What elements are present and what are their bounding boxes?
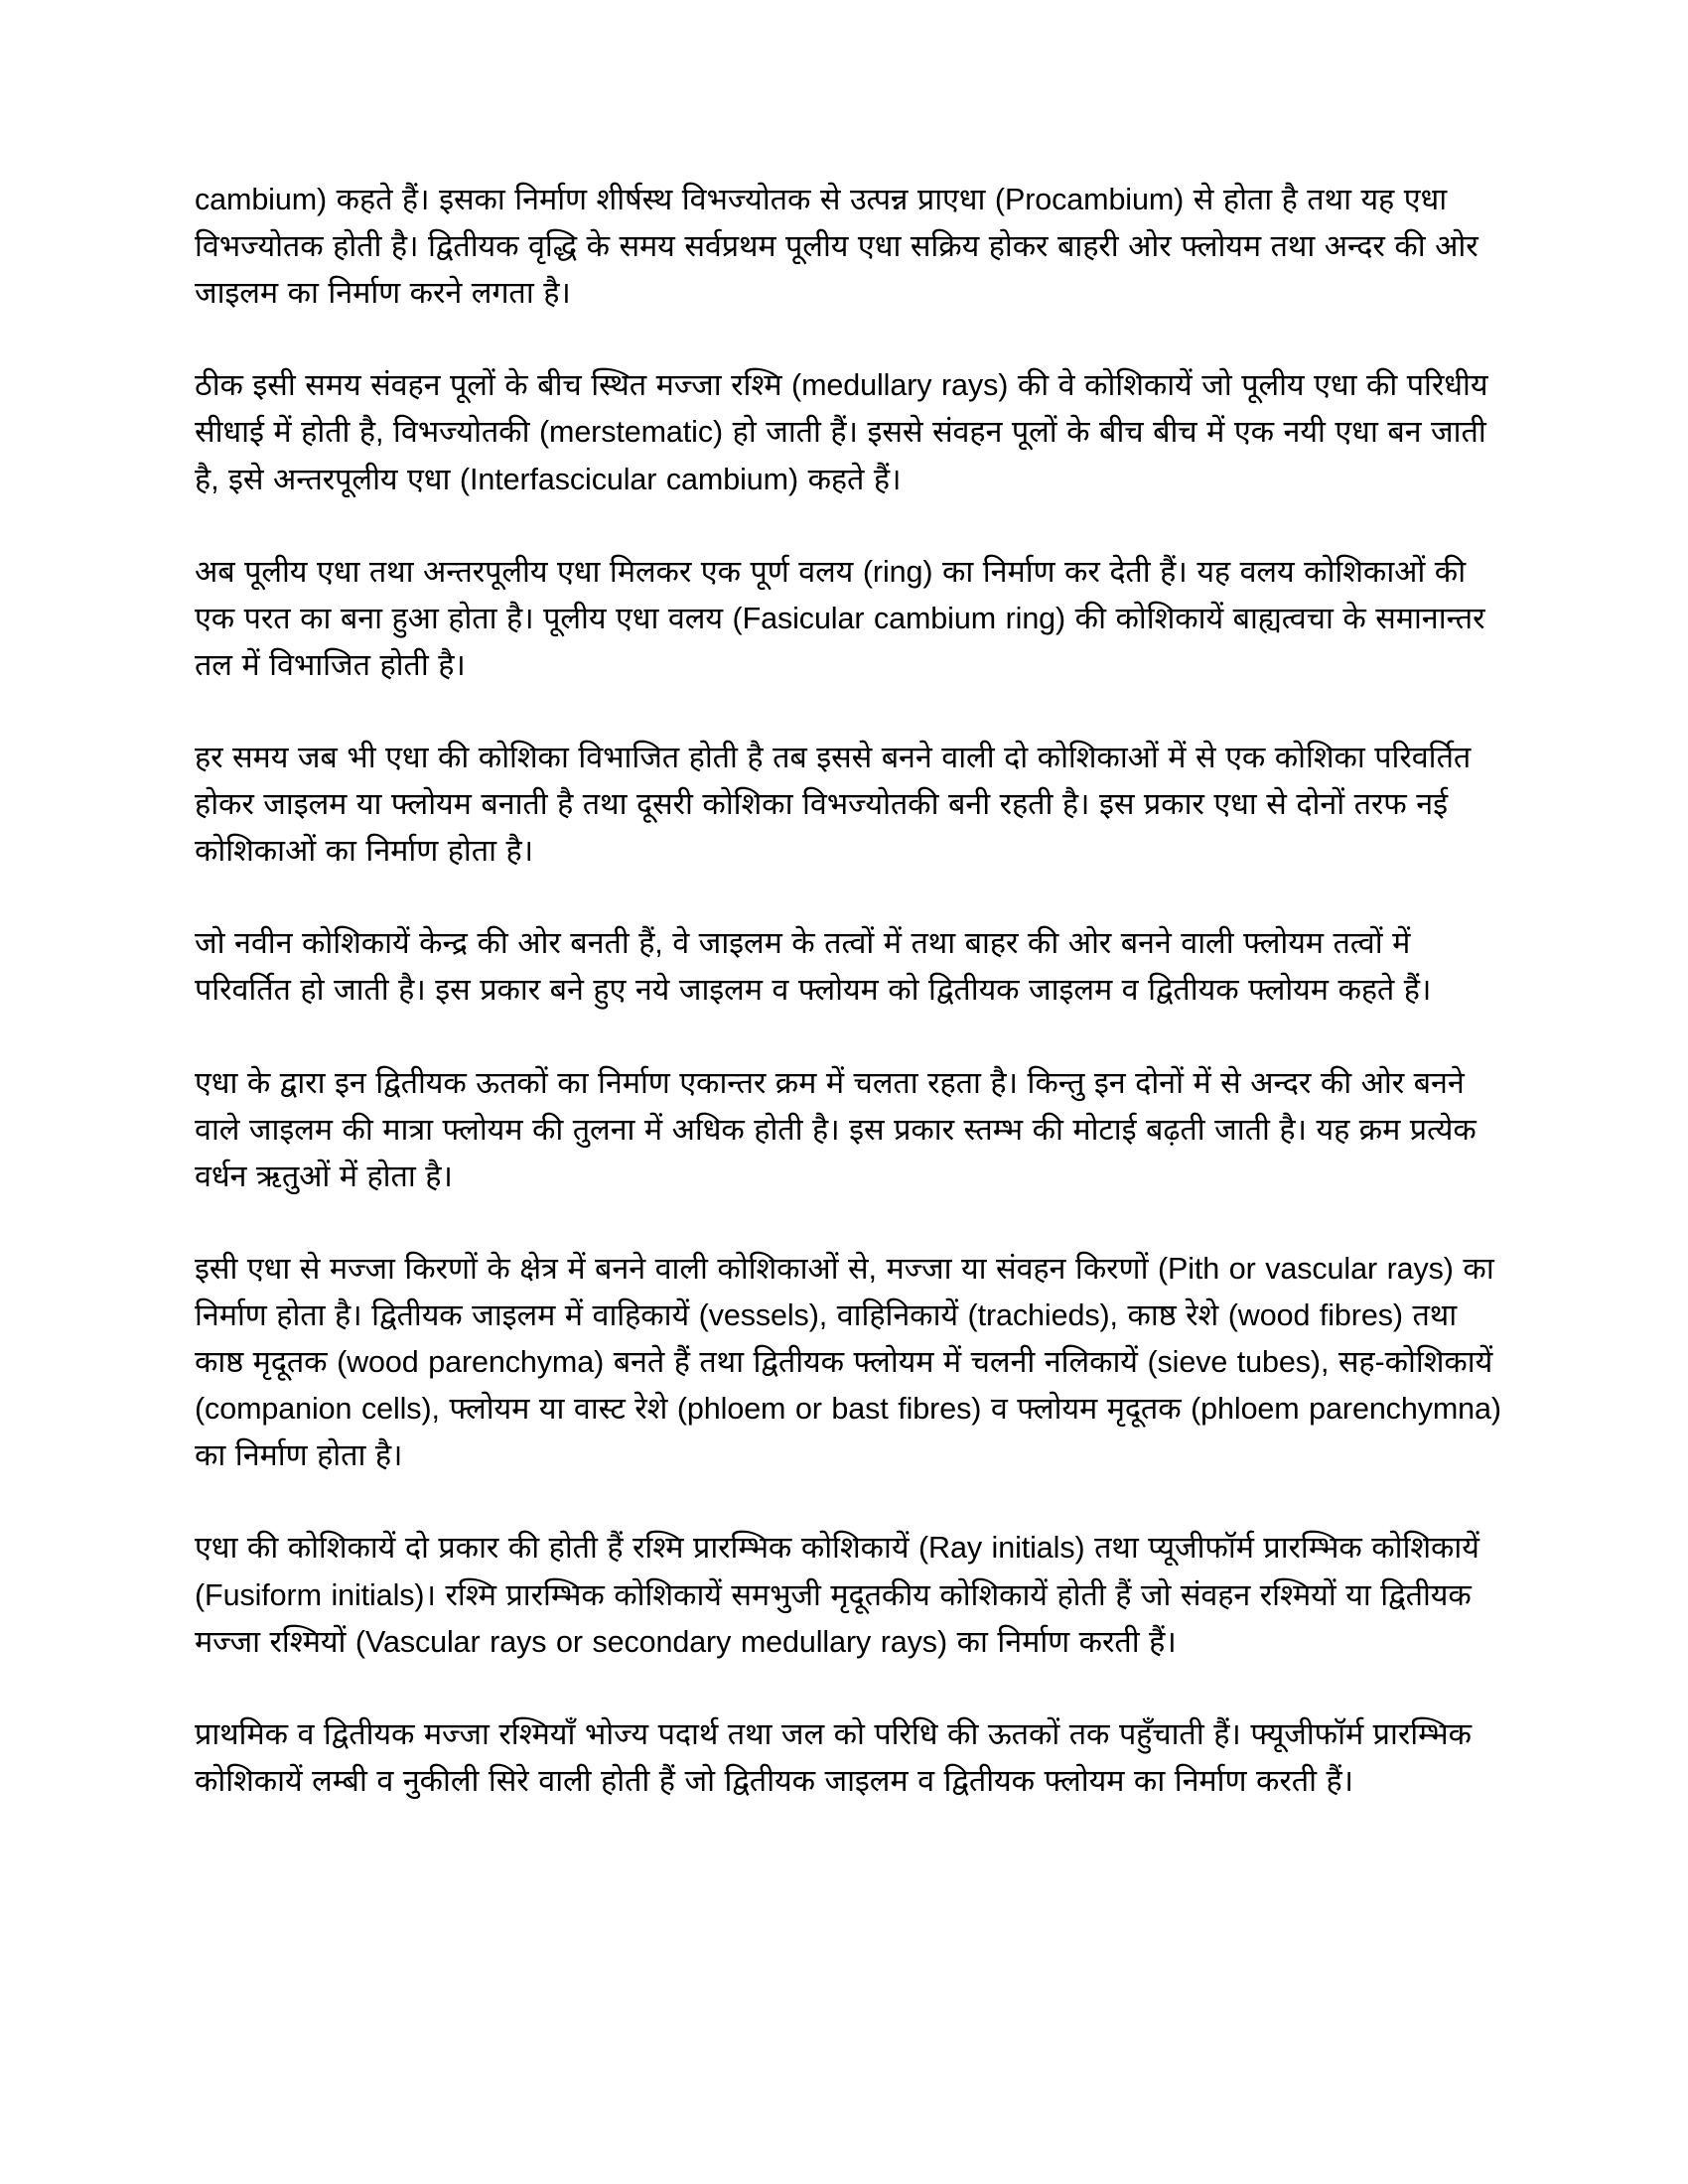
paragraph-1: cambium) कहते हैं। इसका निर्माण शीर्षस्थ विभज्योतक से उत्पन्न प्राएधा (Procambium) से होता है तथा यह एधा विभज्योतक होती है। द्वितीयक वृद्धि के समय सर्वप्रथम पूलीय एधा सक्रिय होकर बाहरी ओर फ्लोयम तथा अन्दर की ओर जाइलम का निर्माण करने लगता है। [195,183,1478,311]
paragraph-9: प्राथमिक व द्वितीयक मज्जा रश्मियाँ भोज्य पदार्थ तथा जल को परिधि की ऊतकों तक पहुँचाती हैं। फ्यूजीफॉर्म प्रारम्भिक कोशिकायें लम्बी व नुकीली सिरे वाली होती हैं जो द्वितीयक जाइलम व द्वितीयक फ्लोयम का निर्माण करती हैं। [195,1716,1472,1798]
paragraph-7: इसी एधा से मज्जा किरणों के क्षेत्र में बनने वाली कोशिकाओं से, मज्जा या संवहन किरणों (Pith or vascular rays) का निर्माण होता है। द्वितीयक जाइलम में वाहिकायें (vessels), वाहिनिकायें (trachieds), काष्ठ रेशे (wood fibres) तथा काष्ठ मृदूतक (wood parenchyma) बनते हैं तथा द्वितीयक फ्लोयम में चलनी नलिकायें (sieve tubes), सह-कोशिकायें (companion cells), फ्लोयम या वास्ट रेशे (phloem or bast fibres) व फ्लोयम मृदूतक (phloem parenchymna) का निर्माण होता है। [195,1251,1501,1473]
paragraph-4: हर समय जब भी एधा की कोशिका विभाजित होती है तब इससे बनने वाली दो कोशिकाओं में से एक कोशिका परिवर्तित होकर जाइलम या फ्लोयम बनाती है तथा दूसरी कोशिका विभज्योतकी बनी रहती है। इस प्रकार एधा से दोनों तरफ नई कोशिकाओं का निर्माण होता है। [195,740,1472,869]
document-body-text [195,177,1503,1805]
paragraph-2: ठीक इसी समय संवहन पूलों के बीच स्थित मज्जा रश्मि (medullary rays) की वे कोशिकायें जो पूलीय एधा की परिधीय सीधाई में होती है, विभज्योतकी (merstematic) हो जाती हैं। इससे संवहन पूलों के बीच बीच में एक नयी एधा बन जाती है, इसे अन्तरपूलीय एधा (Interfascicular cambium) कहते हैं। [195,368,1488,496]
paragraph-3: अब पूलीय एधा तथा अन्तरपूलीय एधा मिलकर एक पूर्ण वलय (ring) का निर्माण कर देती हैं। यह वलय कोशिकाओं की एक परत का बना हुआ होता है। पूलीय एधा वलय (Fasicular cambium ring) की कोशिकायें बाह्यत्वचा के समानान्तर तल में विभाजित होती है। [195,554,1485,682]
paragraph-6: एधा के द्वारा इन द्वितीयक ऊतकों का निर्माण एकान्तर क्रम में चलता रहता है। किन्तु इन दोनों में से अन्दर की ओर बनने वाले जाइलम की मात्रा फ्लोयम की तुलना में अधिक होती है। इस प्रकार स्तम्भ की मोटाई बढ़ती जाती है। यह क्रम प्रत्येक वर्धन ऋतुओं में होता है। [195,1065,1477,1193]
paragraph-8: एधा की कोशिकायें दो प्रकार की होती हैं रश्मि प्रारम्भिक कोशिकायें (Ray initials) तथा प्यूजीफॉर्म प्रारम्भिक कोशिकायें (Fusiform initials)। रश्मि प्रारम्भिक कोशिकायें समभुजी मृदूतकीय कोशिकायें होती हैं जो संवहन रश्मियों या द्वितीयक मज्जा रश्मियों (Vascular rays or secondary medullary rays) का निर्माण करती हैं। [195,1531,1479,1659]
paragraph-5: जो नवीन कोशिकायें केन्द्र की ओर बनती हैं, वे जाइलम के तत्वों में तथा बाहर की ओर बनने वाली फ्लोयम तत्वों में परिवर्तित हो जाती है। इस प्रकार बने हुए नये जाइलम व फ्लोयम को द्वितीयक जाइलम व द्वितीयक फ्लोयम कहते हैं। [195,926,1432,1008]
